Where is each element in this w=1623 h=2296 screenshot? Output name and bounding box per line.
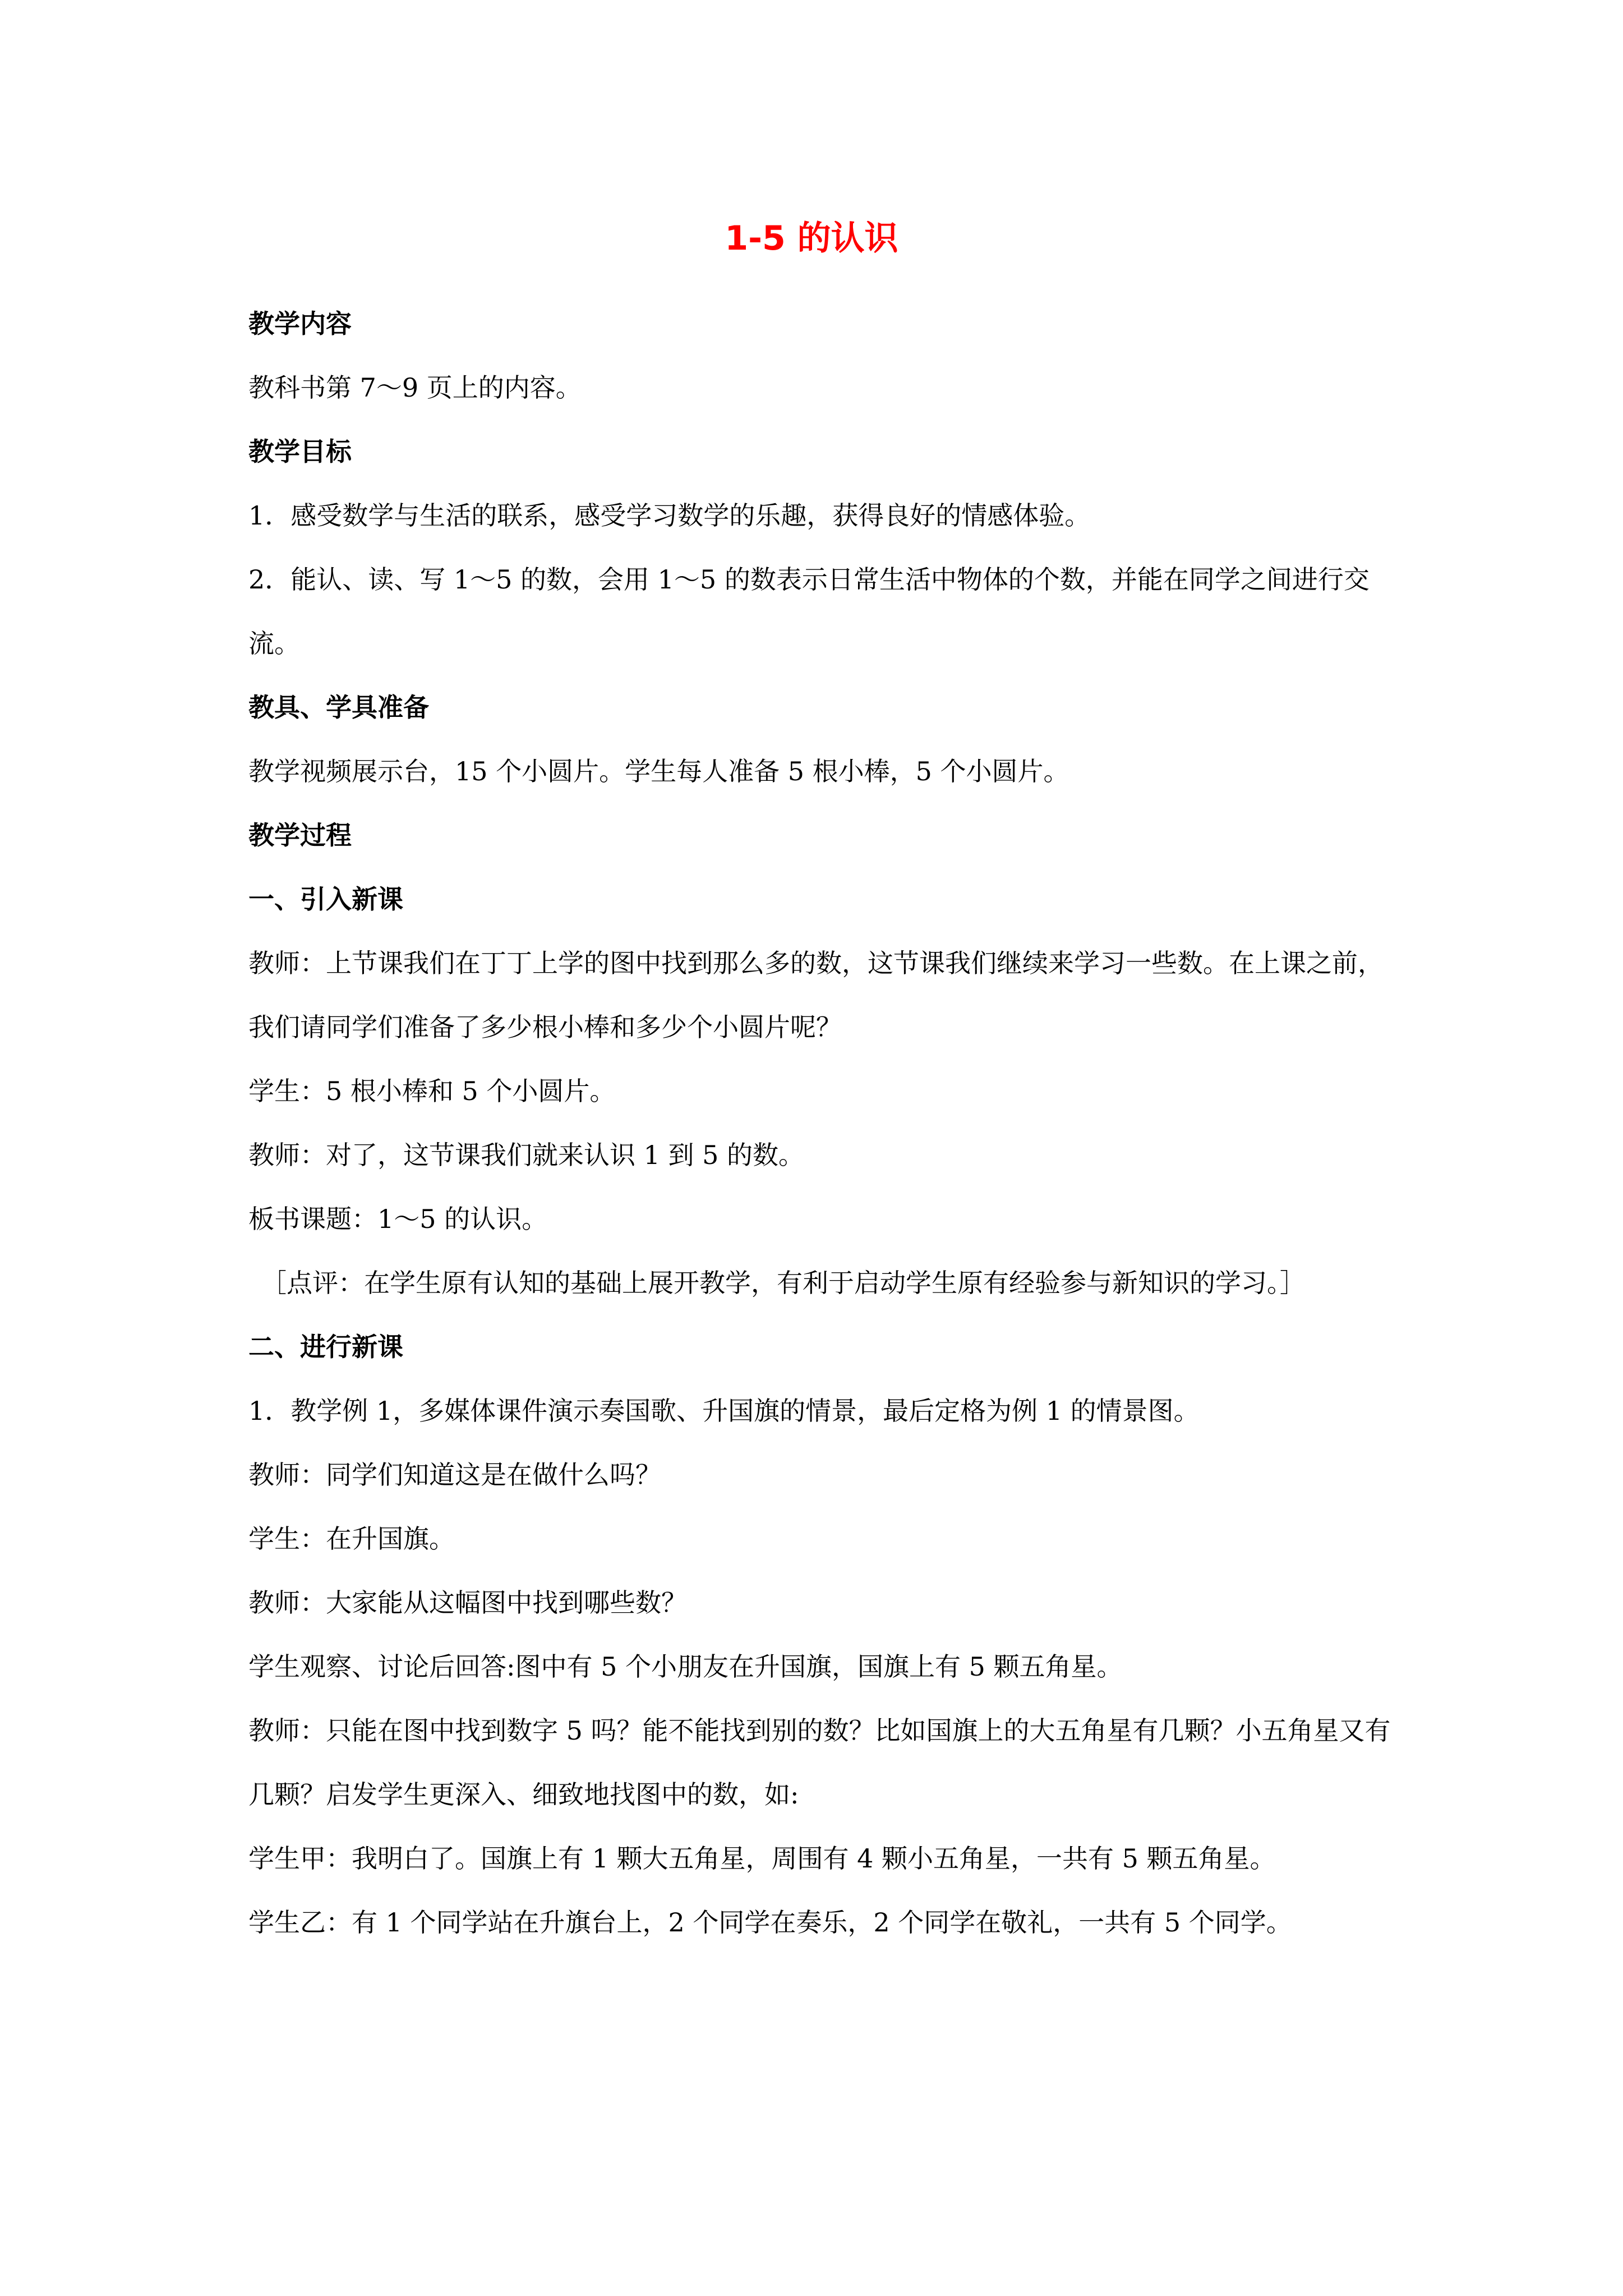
dialogue-line: 学生甲：我明白了。国旗上有 1 颗大五角星，周围有 4 颗小五角星，一共有 5 颗五角星。 [248, 1843, 1276, 1874]
goal-item-1: 1．感受数学与生活的联系，感受学习数学的乐趣，获得良好的情感体验。 [248, 500, 1091, 531]
dialogue-line: 教师：大家能从这幅图中找到哪些数？ [248, 1588, 687, 1618]
section-heading-materials: 教具、学具准备 [248, 692, 429, 723]
dialogue-line: 教师：上节课我们在丁丁上学的图中找到那么多的数，这节课我们继续来学习一些数。在上课之前，我们请同学们准备了多少根小棒和多少个小圆片呢？ [248, 948, 1384, 1042]
goal-item-2: 2．能认、读、写 1～5 的数，会用 1～5 的数表示日常生活中物体的个数，并能在同学之间进行交流。 [248, 564, 1370, 659]
subsection-heading-new-lesson: 二、进行新课 [248, 1332, 403, 1362]
paragraph-materials: 教学视频展示台，15 个小圆片。学生每人准备 5 根小棒，5 个小圆片。 [248, 756, 1069, 786]
subsection-heading-intro: 一、引入新课 [248, 884, 403, 914]
paragraph-textbook-pages: 教科书第 7～9 页上的内容。 [248, 372, 582, 403]
commentary-note: ［点评：在学生原有认知的基础上展开教学，有利于启动学生原有经验参与新知识的学习。］ [261, 1268, 1306, 1298]
lesson-step-1: 1．教学例 1，多媒体课件演示奏国歌、升国旗的情景，最后定格为例 1 的情景图。 [248, 1396, 1200, 1426]
section-heading-goals: 教学目标 [248, 436, 352, 467]
document-title: 1-5 的认识 [725, 219, 898, 258]
section-heading-process: 教学过程 [248, 820, 352, 850]
dialogue-line: 学生：5 根小棒和 5 个小圆片。 [248, 1076, 616, 1106]
dialogue-line: 教师：同学们知道这是在做什么吗？ [248, 1460, 661, 1490]
board-topic-line: 板书课题：1～5 的认识。 [248, 1204, 548, 1234]
section-heading-content: 教学内容 [248, 309, 352, 339]
dialogue-line: 学生观察、讨论后回答:图中有 5 个小朋友在升国旗，国旗上有 5 颗五角星。 [248, 1651, 1123, 1682]
document-body [248, 292, 1393, 1954]
dialogue-line: 学生：在升国旗。 [248, 1524, 455, 1554]
dialogue-line: 学生乙：有 1 个同学站在升旗台上，2 个同学在奏乐，2 个同学在敬礼，一共有 5 个同学。 [248, 1907, 1292, 1938]
dialogue-line: 教师：对了，这节课我们就来认识 1 到 5 的数。 [248, 1140, 805, 1170]
dialogue-line: 教师：只能在图中找到数字 5 吗？能不能找到别的数？比如国旗上的大五角星有几颗？小五角星又有几颗？启发学生更深入、细致地找图中的数，如: [248, 1715, 1391, 1810]
